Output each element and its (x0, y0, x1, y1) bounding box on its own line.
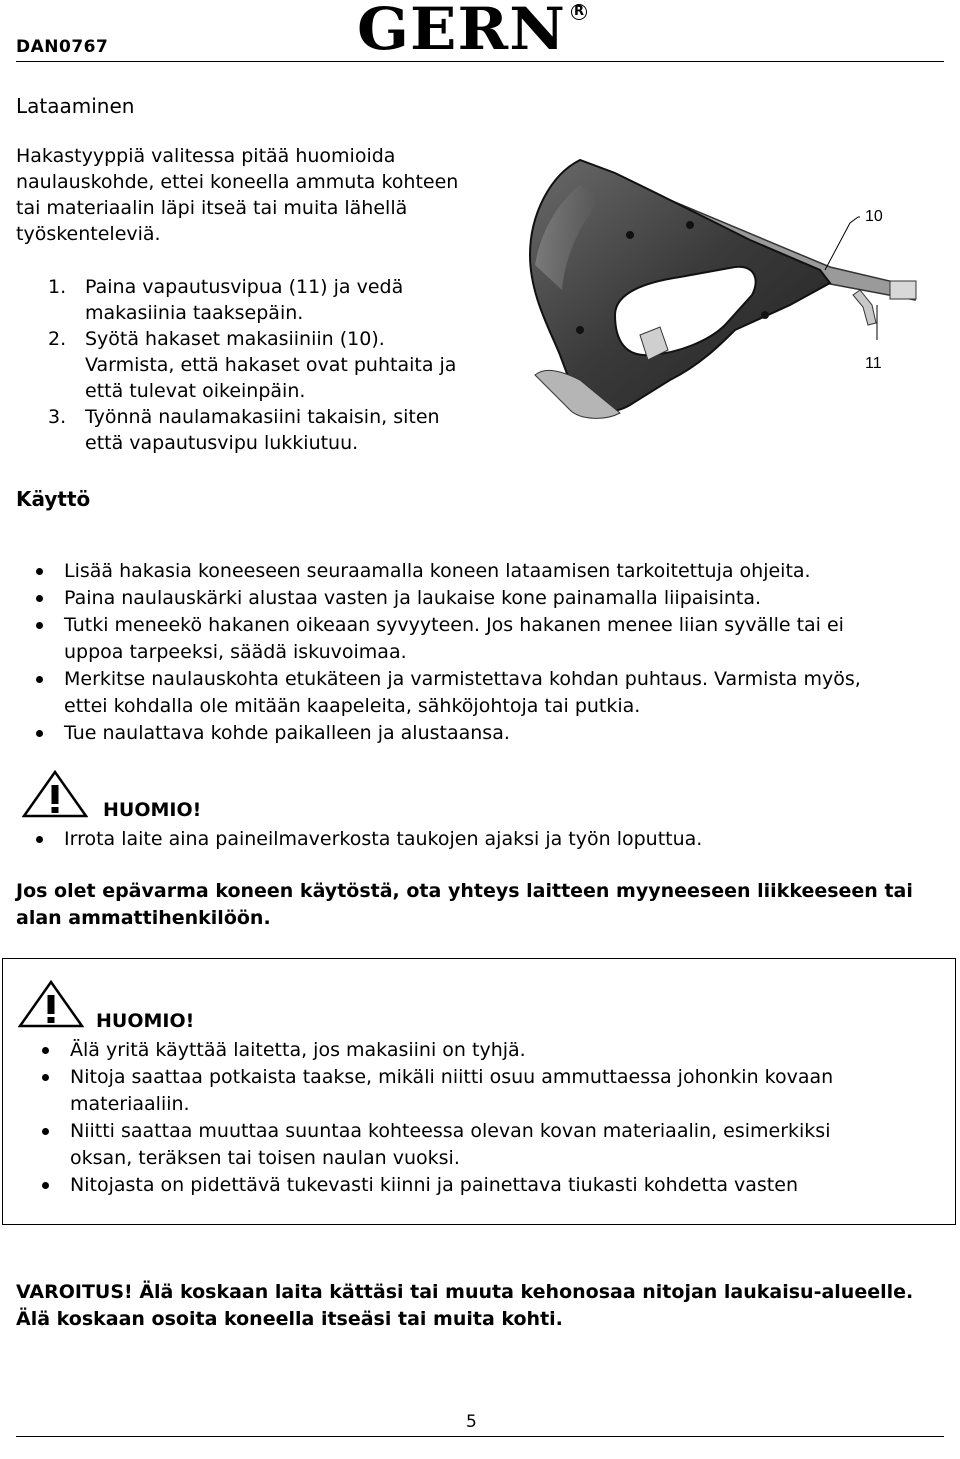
note-line: Jos olet epävarma koneen käytöstä, ota yhteys laitteen myyneeseen liikkeeseen tai (16, 880, 913, 902)
list-item (16, 612, 946, 666)
list-line: Lisää hakasia koneeseen seuraamalla koneen lataamisen tarkoitettuja ohjeita. (64, 560, 811, 582)
registered-mark-icon: R (571, 4, 587, 20)
page-number: 5 (466, 1412, 477, 1432)
gern-logo (357, 0, 589, 63)
notice-list (22, 1037, 942, 1199)
section-title-usage: Käyttö (16, 487, 91, 511)
warning-triangle-icon (18, 980, 84, 1028)
warning-line: VAROITUS! Älä koskaan laita kättäsi tai muuta kehonosaa nitojan laukaisu-alueelle. (16, 1281, 914, 1303)
intro-line: naulauskohde, ettei koneella ammuta kohteen (16, 171, 459, 193)
list-item (16, 558, 946, 585)
list-item (16, 720, 946, 747)
loading-intro (16, 143, 516, 247)
step-item (16, 274, 536, 326)
notice-list (16, 826, 946, 853)
step-number: 2. (48, 328, 67, 350)
list-item (22, 1064, 942, 1118)
footer-rule (16, 1436, 944, 1437)
notice-heading: HUOMIO! (103, 799, 202, 821)
list-line: Tue naulattava kohde paikalleen ja alustaansa. (64, 722, 510, 744)
step-line: Syötä hakaset makasiiniin (10). (85, 328, 385, 350)
callout-10: 10 (865, 208, 883, 225)
step-line: että tulevat oikeinpäin. (85, 380, 306, 402)
list-line: Paina naulauskärki alustaa vasten ja laukaise kone painamalla liipaisinta. (64, 587, 762, 609)
callout-11: 11 (865, 355, 882, 372)
warning-line: Älä koskaan osoita koneella itseäsi tai muita kohti. (16, 1308, 563, 1330)
list-line: Nitojasta on pidettävä tukevasti kiinni ja painettava tiukasti kohdetta vasten (70, 1174, 798, 1196)
list-line: Älä yritä käyttää laitetta, jos makasiini on tyhjä. (70, 1039, 526, 1061)
intro-line: työskenteleviä. (16, 223, 161, 245)
document-code: DAN0767 (16, 37, 109, 57)
step-line: Paina vapautusvipua (11) ja vedä (85, 276, 404, 298)
list-item (22, 1172, 942, 1199)
step-line: että vapautusvipu lukkiutuu. (85, 432, 359, 454)
section-title-loading: Lataaminen (16, 94, 135, 118)
step-line: Varmista, että hakaset ovat puhtaita ja (85, 354, 457, 376)
list-item (16, 666, 946, 720)
warning-triangle-icon (22, 770, 88, 818)
step-number: 3. (48, 406, 67, 428)
stapler-illustration (520, 155, 920, 425)
list-item (22, 1118, 942, 1172)
list-line: Irrota laite aina paineilmaverkosta taukojen ajaksi ja työn loputtua. (64, 828, 703, 850)
usage-list (16, 558, 946, 747)
intro-line: Hakastyyppiä valitessa pitää huomioida (16, 145, 396, 167)
list-item (16, 585, 946, 612)
warning-text (16, 1279, 951, 1333)
header-rule (16, 61, 944, 62)
list-item (16, 826, 946, 853)
list-line: Niitti saattaa muuttaa suuntaa kohteessa olevan kovan materiaalin, esimerkiksi (70, 1120, 831, 1142)
step-line: makasiinia taaksepäin. (85, 302, 304, 324)
note-line: alan ammattihenkilöön. (16, 907, 271, 929)
logo-wordmark: GERN (357, 0, 566, 63)
contact-dealer-note (16, 878, 946, 932)
intro-line: tai materiaalin läpi itseä tai muita lähellä (16, 197, 408, 219)
step-item (16, 326, 536, 404)
list-line: uppoa tarpeeksi, säädä iskuvoimaa. (64, 641, 407, 663)
list-line: materiaaliin. (70, 1093, 190, 1115)
list-line: Tutki meneekö hakanen oikeaan syvyyteen. Jos hakanen menee liian syvälle tai ei (64, 614, 844, 636)
step-line: Työnnä naulamakasiini takaisin, siten (85, 406, 440, 428)
notice-heading: HUOMIO! (96, 1010, 195, 1032)
list-line: ettei kohdalla ole mitään kaapeleita, sähköjohtoja tai putkia. (64, 695, 641, 717)
step-item (16, 404, 536, 456)
loading-steps (16, 274, 536, 456)
step-number: 1. (48, 276, 67, 298)
list-line: oksan, teräksen tai toisen naulan vuoksi. (70, 1147, 460, 1169)
list-item (22, 1037, 942, 1064)
list-line: Merkitse naulauskohta etukäteen ja varmistettava kohdan puhtaus. Varmista myös, (64, 668, 861, 690)
list-line: Nitoja saattaa potkaista taakse, mikäli niitti osuu ammuttaessa johonkin kovaan (70, 1066, 834, 1088)
